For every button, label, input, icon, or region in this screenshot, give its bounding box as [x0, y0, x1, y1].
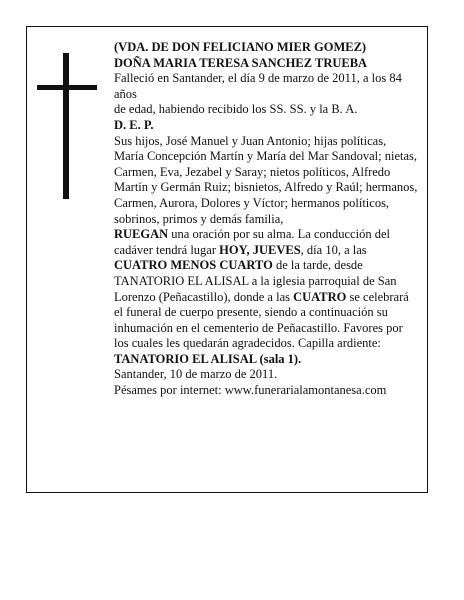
ruegan-text: RUEGAN: [114, 227, 169, 242]
condolences-line: Pésames por internet: www.funerarialamontanesa.com: [114, 383, 387, 398]
cross-icon: [37, 53, 97, 199]
hoy-jueves-text: HOY, JUEVES: [219, 242, 301, 257]
family-paragraph: [114, 134, 419, 368]
date-line: Santander, 10 de marzo de 2011.: [114, 367, 278, 382]
deceased-name: DOÑA MARIA TERESA SANCHEZ TRUEBA: [114, 55, 368, 70]
rip-line: D. E. P.: [114, 117, 154, 132]
day-text: , día 10, a las: [300, 242, 367, 257]
cross-horizontal-bar: [37, 85, 97, 90]
death-statement: Falleció en Santander, el día 9 de marzo de 2011, a los 84 años: [114, 71, 402, 101]
prayer-text: una oración por su alma. La conducción del cadáver tendrá lugar: [114, 227, 390, 257]
route-text: de la tarde, desde TANATORIO EL ALISAL a la iglesia parroquial de San Lorenzo (Peñacastillo), donde a las: [114, 258, 397, 304]
widow-line: (VDA. DE DON FELICIANO MIER GOMEZ): [114, 40, 367, 54]
time-text: CUATRO MENOS CUARTO: [114, 258, 273, 273]
cuatro-text: CUATRO: [293, 289, 347, 304]
sacraments-statement: de edad, habiendo recibido los SS. SS. y la B. A.: [114, 102, 358, 117]
family-list: Sus hijos, José Manuel y Juan Antonio; hijas políticas, María Concepción Martín y María del Mar Sandoval; nietas, Carmen, Eva, Jezabel y Saray; nietos políticos, Alfredo Martín y Germán Ruiz; bisnietos, Alfredo y Raúl; hermanos, Carmen, Aurora, Dolores y Víctor; hermanos políticos, sobrinos, primos y demás familia,: [114, 133, 418, 226]
chapel-text: TANATORIO EL ALISAL (sala 1).: [114, 351, 302, 366]
obituary-notice: [26, 26, 428, 493]
funeral-text: se celebrará el funeral de cuerpo presente, siendo a continuación su inhumación en el cementerio de Peñacastillo. Favores por los cuales les quedarán agradecidos. Capilla ardiente:: [114, 289, 409, 351]
cross-vertical-bar: [63, 53, 69, 199]
obituary-text: [114, 40, 419, 399]
